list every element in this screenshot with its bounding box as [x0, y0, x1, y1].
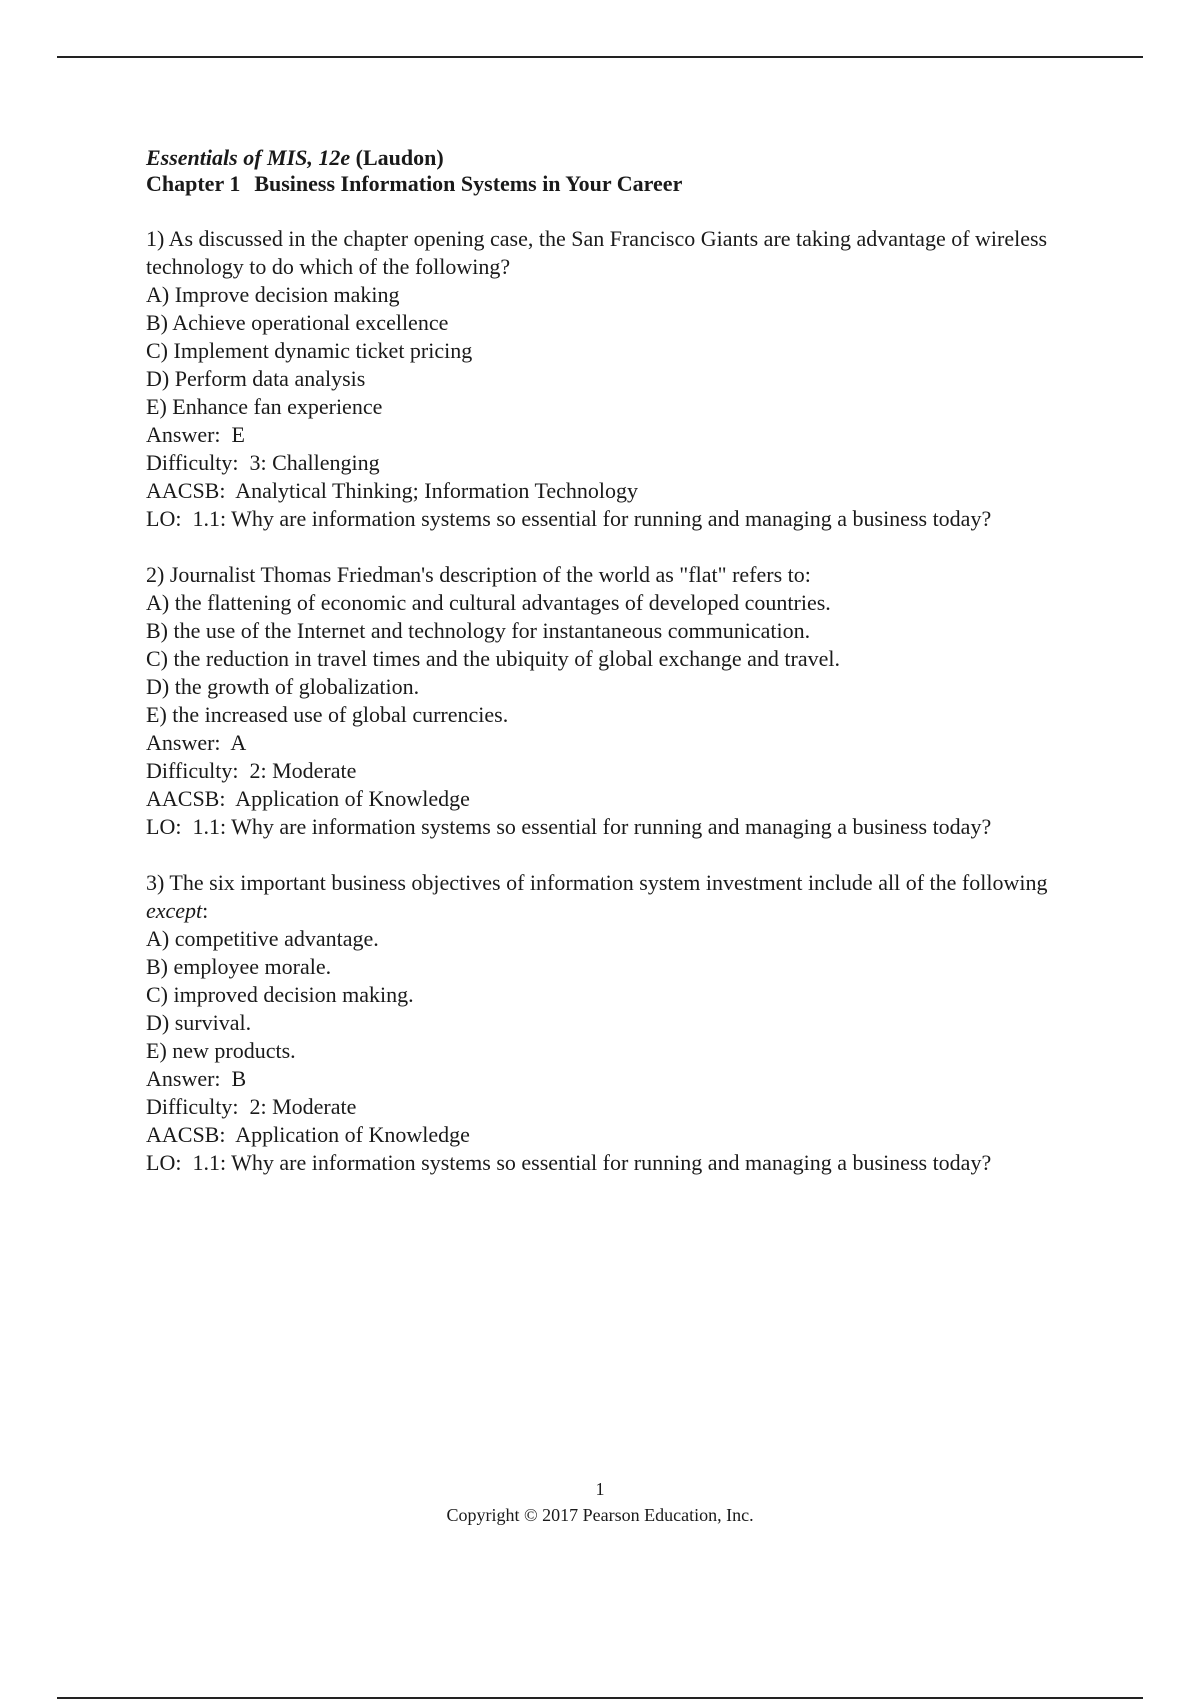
option-a: A) Improve decision making	[146, 282, 400, 307]
answer: Answer: E	[146, 422, 245, 447]
bottom-rule	[57, 1697, 1143, 1699]
document-body	[146, 145, 1106, 1177]
book-title: Essentials of MIS, 12e	[146, 145, 351, 170]
question-2	[146, 561, 1106, 841]
option-e: E) Enhance fan experience	[146, 394, 383, 419]
learning-objective: LO: 1.1: Why are information systems so essential for running and managing a business today?	[146, 814, 992, 839]
page-number: 1	[595, 1479, 605, 1499]
learning-objective: LO: 1.1: Why are information systems so essential for running and managing a business today?	[146, 506, 992, 531]
option-a: A) competitive advantage.	[146, 926, 379, 951]
question-1	[146, 225, 1106, 533]
question-stem-emphasis: except	[146, 898, 203, 923]
question-3	[146, 869, 1106, 1177]
question-stem: 1) As discussed in the chapter opening case, the San Francisco Giants are taking advantage of wireless technology to do which of the following?	[146, 226, 1048, 279]
question-stem-text: 3) The six important business objectives of information system investment include all of the following	[146, 870, 1048, 895]
option-c: C) the reduction in travel times and the ubiquity of global exchange and travel.	[146, 646, 841, 671]
difficulty: Difficulty: 2: Moderate	[146, 758, 357, 783]
question-stem-end: :	[202, 898, 209, 923]
chapter-heading	[146, 171, 1106, 197]
book-author: (Laudon)	[355, 145, 444, 170]
aacsb: AACSB: Application of Knowledge	[146, 1122, 470, 1147]
difficulty: Difficulty: 2: Moderate	[146, 1094, 357, 1119]
option-d: D) the growth of globalization.	[146, 674, 420, 699]
option-b: B) employee morale.	[146, 954, 332, 979]
top-rule	[57, 56, 1143, 58]
chapter-title: Business Information Systems in Your Career	[254, 171, 683, 196]
option-d: D) Perform data analysis	[146, 366, 366, 391]
question-stem: 2) Journalist Thomas Friedman's description of the world as "flat" refers to:	[146, 562, 811, 587]
option-b: B) the use of the Internet and technology for instantaneous communication.	[146, 618, 811, 643]
book-header	[146, 145, 1106, 171]
option-d: D) survival.	[146, 1010, 252, 1035]
answer: Answer: B	[146, 1066, 247, 1091]
answer: Answer: A	[146, 730, 247, 755]
copyright-notice: Copyright © 2017 Pearson Education, Inc.	[446, 1505, 754, 1525]
option-a: A) the flattening of economic and cultural advantages of developed countries.	[146, 590, 831, 615]
aacsb: AACSB: Analytical Thinking; Information Technology	[146, 478, 638, 503]
difficulty: Difficulty: 3: Challenging	[146, 450, 380, 475]
option-c: C) improved decision making.	[146, 982, 414, 1007]
question-stem	[146, 869, 1106, 925]
option-e: E) the increased use of global currencies.	[146, 702, 509, 727]
option-b: B) Achieve operational excellence	[146, 310, 449, 335]
aacsb: AACSB: Application of Knowledge	[146, 786, 470, 811]
learning-objective: LO: 1.1: Why are information systems so essential for running and managing a business today?	[146, 1150, 992, 1175]
option-c: C) Implement dynamic ticket pricing	[146, 338, 473, 363]
chapter-label: Chapter 1	[146, 171, 241, 196]
option-e: E) new products.	[146, 1038, 296, 1063]
